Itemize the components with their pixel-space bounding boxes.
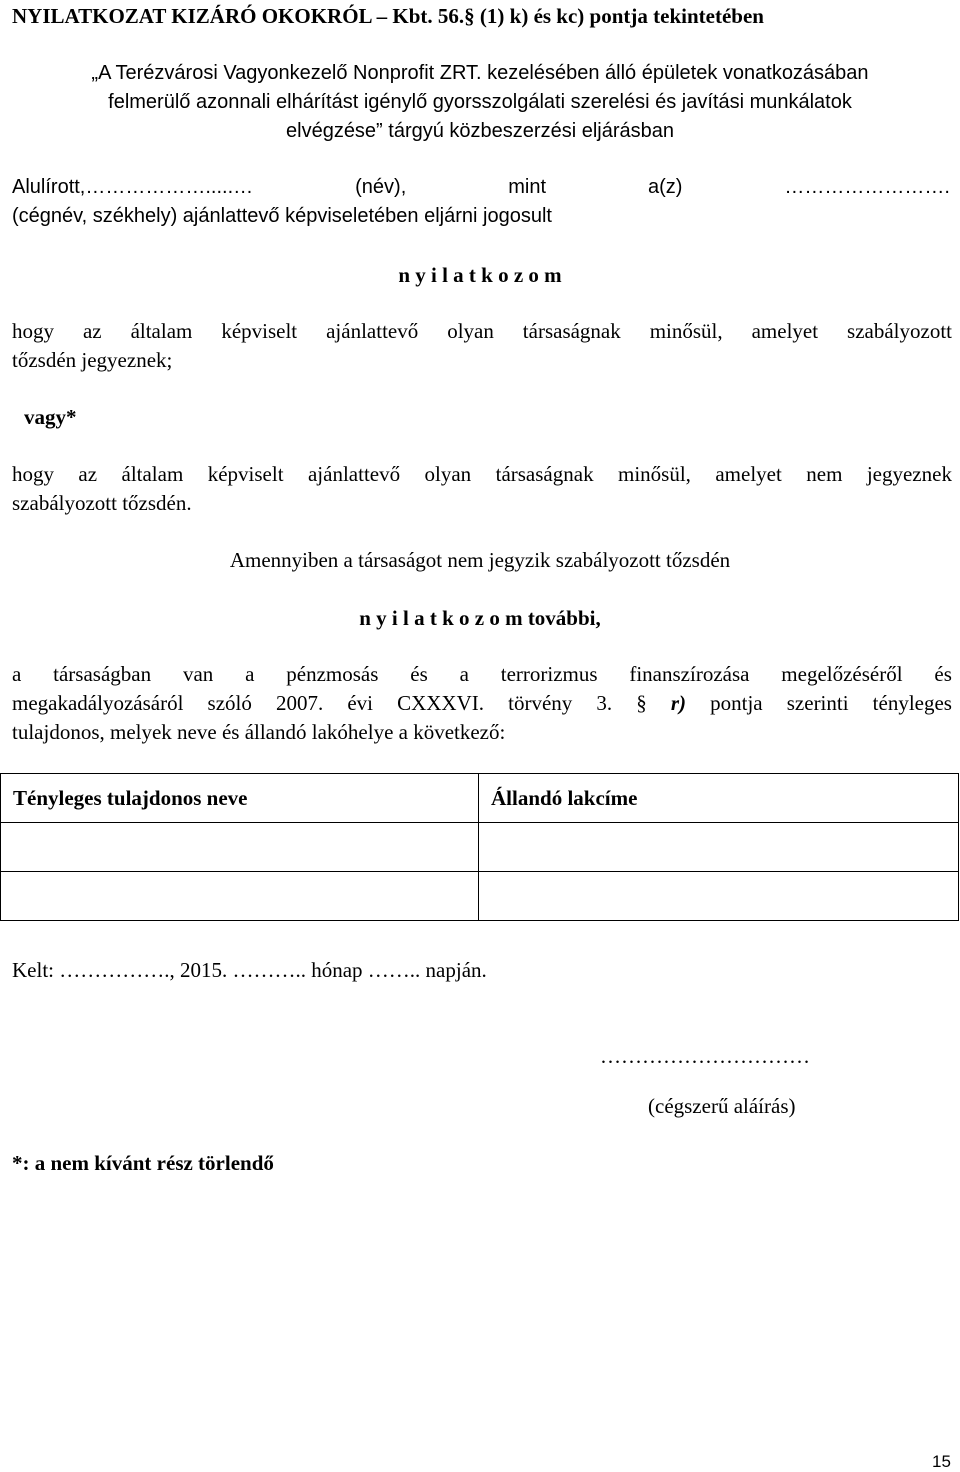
- option-1-line-1: [12, 319, 952, 344]
- statement-line-3: tulajdonos, melyek neve és állandó lakóhelye a következő:: [12, 720, 506, 744]
- option-1-line-2: tőzsdén jegyeznek;: [12, 348, 173, 372]
- owner-name-cell[interactable]: [1, 872, 479, 921]
- word: r): [670, 691, 687, 715]
- word: hogy: [12, 462, 54, 486]
- section-sign: §: [636, 691, 647, 715]
- signature-line: …………………………: [600, 1044, 810, 1068]
- intro-signer-blank: Alulírott,……………….....…: [12, 176, 254, 198]
- table-row: [1, 872, 959, 921]
- word: törvény: [508, 691, 573, 715]
- word: képviselt: [221, 319, 298, 343]
- table-row: [1, 823, 959, 872]
- word: a: [245, 662, 255, 686]
- statement-line-1: [12, 662, 952, 687]
- signature-label: (cégszerű aláírás): [648, 1094, 796, 1118]
- word: megelőzéséről: [781, 662, 903, 686]
- word: ajánlattevő: [307, 462, 401, 486]
- word: van: [182, 662, 214, 686]
- word: pontja: [710, 691, 763, 715]
- intro-word-as: mint: [508, 176, 547, 198]
- word: hogy: [12, 319, 54, 343]
- intro-word-the: a(z): [647, 176, 683, 198]
- intro-line-2: (cégnév, székhely) ajánlattevő képviseletében eljárni jogosult: [12, 205, 552, 227]
- option-2-line-2: szabályozott tőzsdén.: [12, 491, 192, 515]
- condition-text: Amennyiben a társaságot nem jegyzik szabályozott tőzsdén: [229, 548, 731, 572]
- intro-company-blank: …………………….: [784, 176, 950, 198]
- subject-line-3: elvégzése” tárgyú közbeszerzési eljárásban: [286, 120, 674, 142]
- word: szerinti: [786, 691, 849, 715]
- subject-line-2: felmerülő azonnali elhárítást igénylő gyorsszolgálati szerelési és javítási munkálatok: [108, 91, 852, 113]
- declaration-heading: n y i l a t k o z o m: [398, 263, 562, 287]
- word: minősül,: [618, 462, 691, 486]
- owner-address-cell[interactable]: [479, 872, 959, 921]
- word: megakadályozásáról: [12, 691, 184, 715]
- word: finanszírozása: [629, 662, 750, 686]
- word: 3.: [596, 691, 613, 715]
- word: társaságnak: [495, 462, 594, 486]
- statement-line-2: [12, 691, 952, 716]
- word: 2007.: [275, 691, 324, 715]
- word: nem: [806, 462, 843, 486]
- owner-address-cell[interactable]: [479, 823, 959, 872]
- word: általam: [121, 462, 184, 486]
- intro-line-1: [12, 176, 950, 199]
- column-header-owner-name: Tényleges tulajdonos neve: [1, 774, 479, 823]
- option-2-line-1: [12, 462, 952, 487]
- word: a: [459, 662, 469, 686]
- place-date-line: Kelt: ……………., 2015. ……….. hónap …….. napján.: [12, 958, 487, 982]
- intro-name-label: (név),: [355, 176, 407, 198]
- word: amelyet: [715, 462, 782, 486]
- footnote: *: a nem kívánt rész törlendő: [12, 1151, 274, 1175]
- declaration-heading-further: n y i l a t k o z o m további,: [359, 606, 601, 630]
- word: amelyet: [751, 319, 819, 343]
- word: olyan: [424, 462, 472, 486]
- word: tényleges: [872, 691, 952, 715]
- word: a: [12, 662, 22, 686]
- word: olyan: [447, 319, 494, 343]
- word: az: [82, 319, 102, 343]
- or-label: vagy*: [24, 405, 77, 429]
- word: minősül,: [649, 319, 723, 343]
- word: képviselt: [207, 462, 284, 486]
- subject-line-1: „A Terézvárosi Vagyonkezelő Nonprofit ZRT. kezelésében álló épületek vonatkozásában: [91, 62, 869, 84]
- word: társaságban: [53, 662, 152, 686]
- word: CXXXVI.: [397, 691, 485, 715]
- word: és: [410, 662, 428, 686]
- word: általam: [130, 319, 193, 343]
- word: szóló: [207, 691, 252, 715]
- word: jegyeznek: [866, 462, 952, 486]
- word: évi: [347, 691, 373, 715]
- word: szabályozott: [847, 319, 952, 343]
- page-number: 15: [932, 1452, 951, 1471]
- beneficial-owners-table: [0, 773, 959, 921]
- word: az: [78, 462, 98, 486]
- word: és: [934, 662, 952, 686]
- document-title: NYILATKOZAT KIZÁRÓ OKOKRÓL – Kbt. 56.§ (1) k) és kc) pontja tekintetében: [12, 4, 764, 28]
- column-header-address: Állandó lakcíme: [479, 774, 959, 823]
- owner-name-cell[interactable]: [1, 823, 479, 872]
- word: terrorizmus: [500, 662, 598, 686]
- word: pénzmosás: [286, 662, 379, 686]
- word: társaságnak: [522, 319, 621, 343]
- word: ajánlattevő: [326, 319, 419, 343]
- table-header-row: [1, 774, 959, 823]
